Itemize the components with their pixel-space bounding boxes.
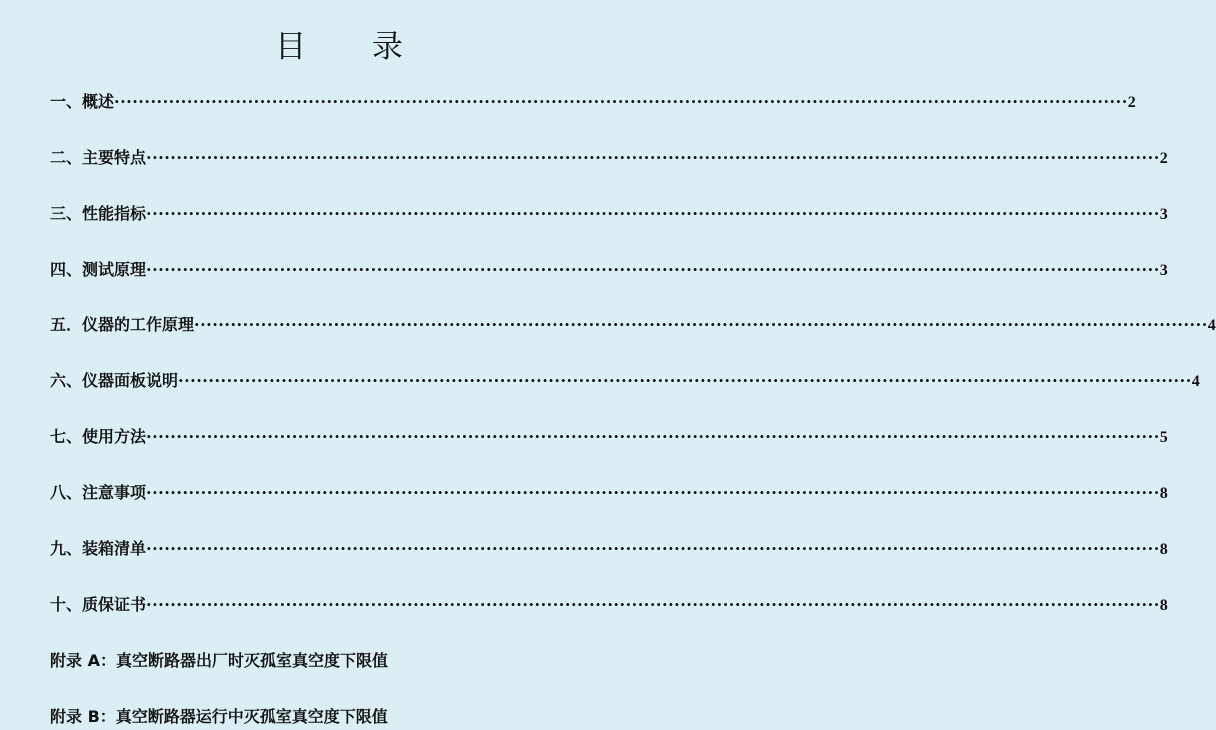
- toc-entry-packing-list: [50, 537, 1168, 561]
- toc-dot-leader: ·······································································································································································: [146, 204, 1160, 223]
- page-title: 目 录: [275, 28, 431, 65]
- toc-entry-label: 八、注意事项: [50, 483, 147, 502]
- toc-dot-leader: ·······································································································································································: [194, 315, 1208, 334]
- toc-page-number: 8: [1159, 485, 1168, 502]
- toc-entry-usage-method: [50, 425, 1168, 449]
- toc-dot-leader: ·······································································································································································: [146, 539, 1160, 558]
- toc-dot-leader: ·······································································································································································: [178, 371, 1192, 390]
- toc-entry-label: 九、装箱清单: [50, 539, 147, 558]
- toc-entry-panel-description: [50, 369, 1200, 393]
- toc-dot-leader: ·······································································································································································: [146, 595, 1160, 614]
- toc-entry-test-principle: [50, 258, 1168, 282]
- toc-page-number: 8: [1159, 597, 1168, 614]
- toc-entry-warranty: [50, 593, 1168, 617]
- toc-entry-precautions: [50, 481, 1168, 505]
- toc-entry-label: 七、使用方法: [50, 427, 147, 446]
- toc-page-number: 4: [1207, 317, 1216, 334]
- toc-dot-leader: ·······································································································································································: [146, 260, 1160, 279]
- toc-dot-leader: ·······································································································································································: [146, 148, 1160, 167]
- appendix-b: 附录 B：真空断路器运行中灭孤室真空度下限值: [50, 707, 388, 726]
- toc-entry-label: 二、主要特点: [50, 148, 147, 167]
- toc-entry-overview: [50, 90, 1136, 114]
- toc-page-number: 3: [1159, 206, 1168, 223]
- toc-entry-main-features: [50, 146, 1168, 170]
- toc-entry-working-principle: [50, 313, 1216, 337]
- toc-dot-leader: ·······································································································································································: [114, 92, 1128, 111]
- toc-entry-label: 十、质保证书: [50, 595, 147, 614]
- toc-entry-label: 三、性能指标: [50, 204, 147, 223]
- toc-entry-performance-specs: [50, 202, 1168, 226]
- appendix-a: 附录 A：真空断路器出厂时灭孤室真空度下限值: [50, 651, 388, 670]
- toc-dot-leader: ·······································································································································································: [146, 483, 1160, 502]
- toc-page-number: 2: [1127, 94, 1136, 111]
- toc-page-number: 5: [1159, 429, 1168, 446]
- toc-entry-label: 五．仪器的工作原理: [50, 315, 195, 334]
- toc-dot-leader: ·······································································································································································: [146, 427, 1160, 446]
- toc-page-number: 3: [1159, 262, 1168, 279]
- toc-entry-label: 六、仪器面板说明: [50, 371, 179, 390]
- toc-page-number: 4: [1191, 373, 1200, 390]
- toc-entry-label: 四、测试原理: [50, 260, 147, 279]
- toc-page-number: 8: [1159, 541, 1168, 558]
- toc-page-number: 2: [1159, 150, 1168, 167]
- toc-entry-label: 一、概述: [50, 92, 115, 111]
